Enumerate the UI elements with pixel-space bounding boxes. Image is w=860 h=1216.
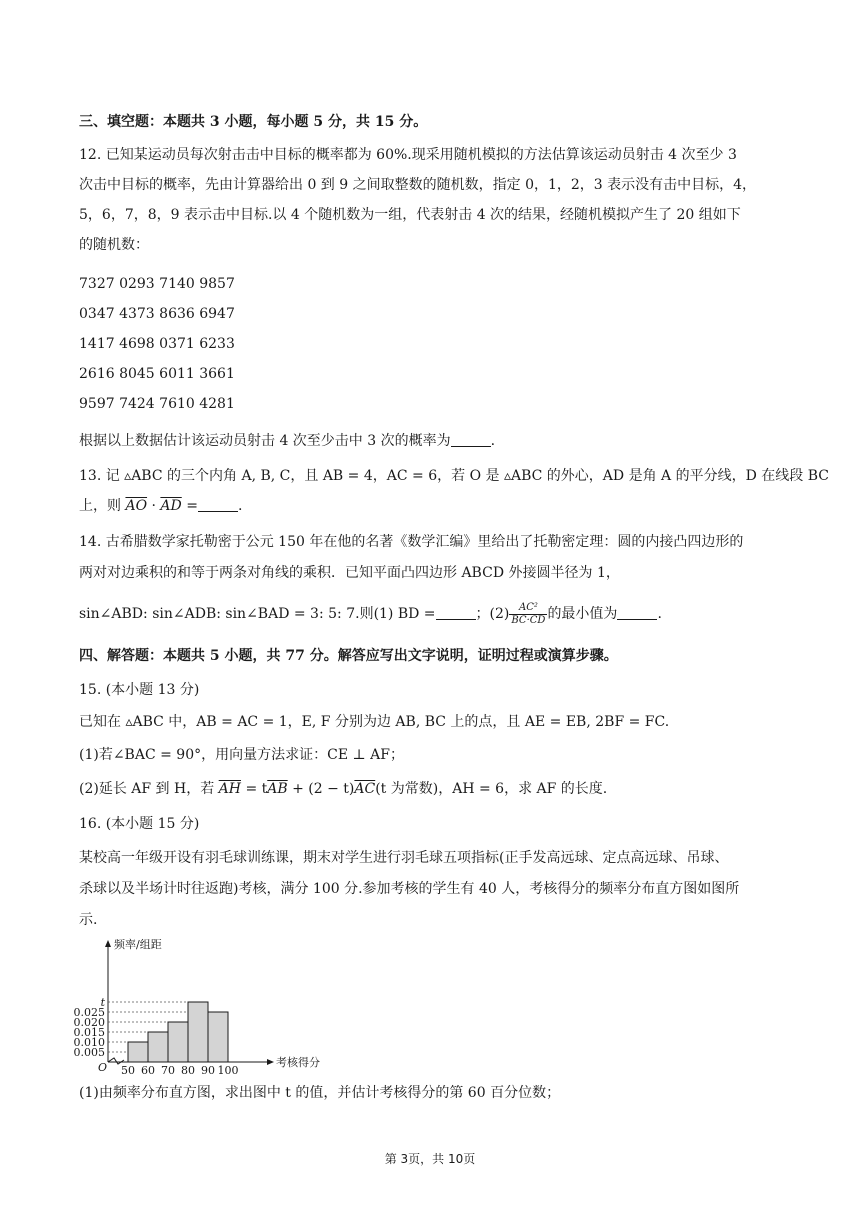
q12-question-text: 根据以上数据估计该运动员射击 4 次至少击中 3 次的概率为 — [79, 433, 451, 449]
answer-blank[interactable] — [451, 432, 491, 447]
x-axis-label: 考核得分 — [276, 1056, 320, 1069]
vector-ab: $\overline{AB}$ — [267, 781, 288, 797]
q16-line-1: 某校高一年级开设有羽毛球训练课，期末对学生进行羽毛球五项指标(正手发高远球、定点高远球、吊球、 — [79, 850, 729, 866]
x-tick-label: 80 — [181, 1064, 195, 1077]
histogram-bar — [168, 1022, 188, 1062]
q14-line-2: 两对对边乘积的和等于两条对角线的乘积．已知平面凸四边形 ABCD 外接圆半径为 1， — [79, 565, 620, 581]
q14-line-1: 14. 古希腊数学家托勒密于公元 150 年在他的名著《数学汇编》里给出了托勒密定理：圆的内接凸四边形的 — [79, 534, 744, 550]
q14-end: . — [657, 606, 662, 622]
y-tick-label: 0.005 — [73, 1046, 105, 1059]
q12-random-row: 0347 4373 8636 6947 — [79, 306, 235, 322]
y-axis-label: 频率/组距 — [114, 938, 162, 951]
q12-random-row: 1417 4698 0371 6233 — [79, 336, 235, 352]
q12-question — [79, 431, 495, 451]
q15-title: 15. (本小题 13 分) — [79, 682, 200, 698]
q16-title: 16. (本小题 15 分) — [79, 816, 200, 832]
q14-line-3 — [79, 601, 662, 627]
q12-line-1: 12. 已知某运动员每次射击击中目标的概率都为 60%.现采用随机模拟的方法估算该运动员射击 4 次至少 3 — [79, 147, 737, 163]
fraction-denominator: BC·CD — [511, 614, 546, 626]
q16-line-3: 示. — [79, 912, 98, 928]
origin-label: O — [98, 1061, 108, 1074]
x-tick-label: 60 — [141, 1064, 155, 1077]
section-heading-fill-in: 三、填空题：本题共 3 小题，每小题 5 分，共 15 分。 — [79, 114, 428, 130]
frequency-histogram — [70, 936, 320, 1077]
q12-end: . — [490, 433, 496, 449]
q13-text-b: = — [181, 498, 198, 514]
y-tick-label: 0.010 — [73, 1036, 105, 1049]
q13-line-1: 13. 记 ▵ABC 的三个内角 A, B, C，且 AB = 4，AC = 6，若 O 是 ▵ABC 的外心，AD 是角 A 的平分线，D 在线段 BC — [79, 468, 829, 484]
y-axis-arrow-icon — [105, 940, 111, 947]
y-tick-label: 0.025 — [73, 1006, 105, 1019]
vector-ah: $\overline{AH}$ — [218, 781, 241, 797]
x-tick-label: 100 — [217, 1064, 239, 1077]
q12-line-4: 的随机数： — [79, 237, 149, 253]
q13-text-a: 上，则 — [79, 498, 126, 514]
q14-text-a: sin∠ABD: sin∠ADB: sin∠BAD = 3: 5: 7.则(1) BD = — [79, 606, 436, 622]
q12-random-row: 7327 0293 7140 9857 — [79, 276, 235, 292]
histogram-bar — [148, 1032, 168, 1062]
vector-ao: $\overline{AO}$ — [125, 498, 148, 514]
q13-end: . — [237, 498, 243, 514]
fraction-numerator: AC² — [509, 602, 547, 615]
x-tick-label: 70 — [161, 1064, 175, 1077]
q15-part2-b: = t — [241, 781, 268, 797]
q16-line-2: 杀球以及半场计时往返跑)考核，满分 100 分.参加考核的学生有 40 人，考核得分的频率分布直方图如图所 — [79, 881, 740, 897]
q15-part-1: (1)若∠BAC = 90°，用向量方法求证：CE ⊥ AF； — [79, 747, 404, 763]
page-footer: 第 3页，共 10页 — [384, 1152, 476, 1166]
section-heading-answer: 四、解答题：本题共 5 小题，共 77 分。解答应写出文字说明，证明过程或演算步骤。 — [79, 648, 618, 664]
y-tick-label: t — [100, 996, 105, 1009]
x-tick-label: 50 — [121, 1064, 135, 1077]
fraction — [509, 602, 547, 627]
x-tick-label: 90 — [201, 1064, 215, 1077]
q16-part-1: (1)由频率分布直方图，求出图中 t 的值，并估计考核得分的第 60 百分位数； — [79, 1085, 561, 1101]
histogram-bar — [188, 1002, 208, 1062]
q14-text-b: ；(2) — [475, 606, 510, 622]
y-tick-label: 0.020 — [73, 1016, 105, 1029]
vector-ad: $\overline{AD}$ — [160, 498, 182, 514]
dot-operator: · — [147, 498, 161, 514]
vector-ac: $\overline{AC}$ — [354, 781, 376, 797]
q15-part2-c: + (2 − t) — [287, 781, 355, 797]
y-tick-label: 0.015 — [73, 1026, 105, 1039]
answer-blank-2[interactable] — [617, 605, 657, 620]
q12-random-row: 9597 7424 7610 4281 — [79, 396, 235, 412]
q15-line-1: 已知在 ▵ABC 中，AB = AC = 1，E, F 分别为边 AB, BC 上的点，且 AE = EB, 2BF = FC. — [79, 714, 670, 730]
histogram-bar — [128, 1042, 148, 1062]
q12-line-2: 次击中目标的概率，先由计算器给出 0 到 9 之间取整数的随机数，指定 0，1，2，3 表示没有击中目标，4， — [79, 177, 757, 193]
q12-random-row: 2616 8045 6011 3661 — [79, 366, 235, 382]
answer-blank[interactable] — [198, 497, 238, 512]
q15-part2-a: (2)延长 AF 到 H，若 — [79, 781, 219, 797]
q15-part-2 — [79, 779, 607, 799]
q13-line-2 — [79, 496, 242, 516]
q15-part2-d: (t 为常数)，AH = 6，求 AF 的长度. — [375, 781, 608, 797]
histogram-bar — [208, 1012, 228, 1062]
q12-line-3: 5，6，7，8，9 表示击中目标.以 4 个随机数为一组，代表射击 4 次的结果，经随机模拟产生了 20 组如下 — [79, 207, 741, 223]
x-axis-arrow-icon — [267, 1059, 274, 1065]
q14-text-c: 的最小值为 — [547, 606, 618, 622]
answer-blank-1[interactable] — [436, 605, 476, 620]
